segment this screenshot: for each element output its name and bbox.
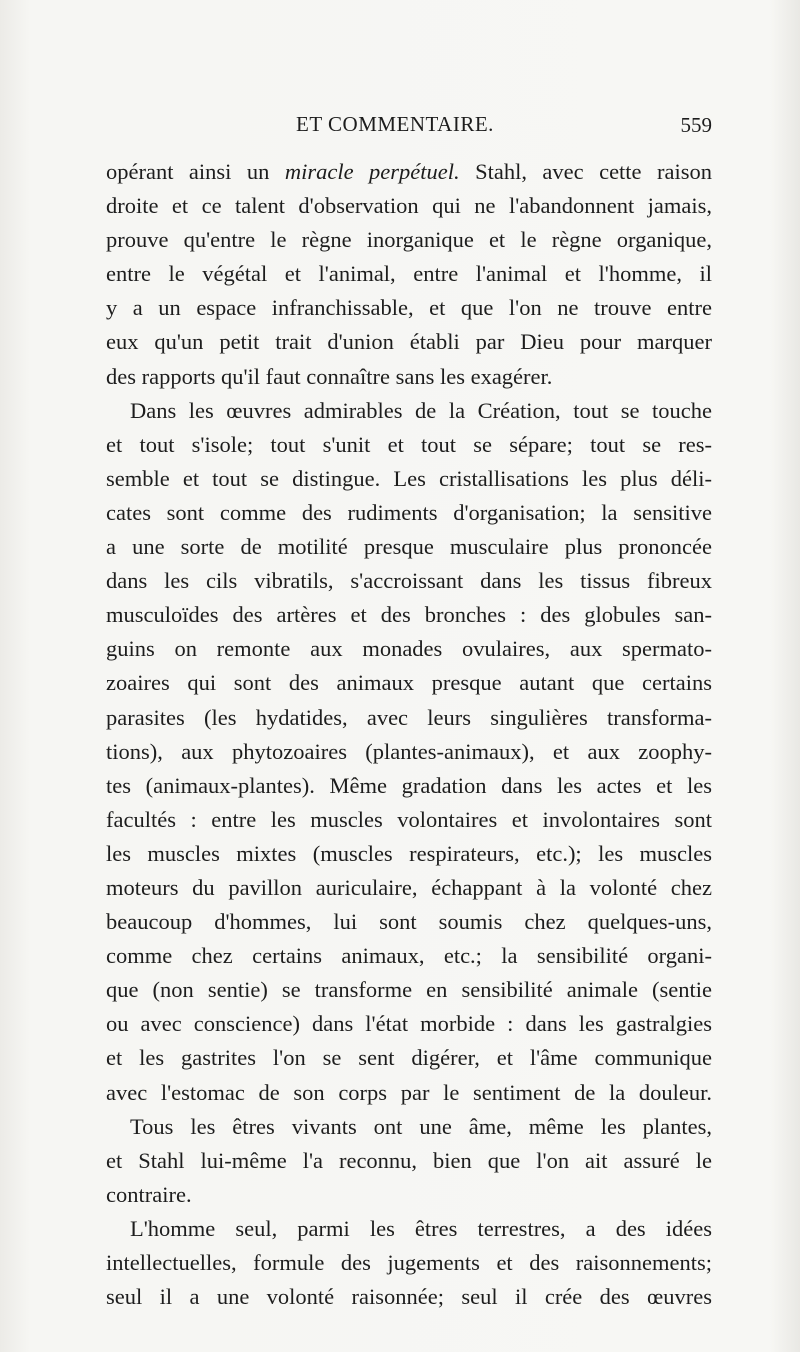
text-line: facultés : entre les muscles volontaires et involontaires sont <box>106 806 712 832</box>
text-line <box>106 155 712 189</box>
text-line: les muscles mixtes (muscles respirateurs, etc.); les muscles <box>106 840 712 866</box>
text-line: tes (animaux-plantes). Même gradation dans les actes et les <box>106 772 712 798</box>
text-line: a une sorte de motilité presque musculaire plus prononcée <box>106 534 712 560</box>
text-line: zoaires qui sont des animaux presque autant que certains <box>106 670 712 696</box>
text-line: L'homme seul, parmi les êtres terrestres, a des idées <box>130 1215 712 1241</box>
italic-phrase: miracle perpétuel. <box>284 159 460 184</box>
body-text <box>106 155 712 1314</box>
text-line: seul il a une volonté raisonnée; seul il crée des œuvres <box>106 1284 712 1310</box>
text-line: contraire. <box>106 1181 192 1207</box>
text-line: intellectuelles, formule des jugements et des raisonnements; <box>106 1250 712 1275</box>
text-line: entre le végétal et l'animal, entre l'animal et l'homme, il <box>106 261 712 287</box>
text-line: parasites (les hydatides, avec leurs singulières transforma- <box>106 704 712 730</box>
text-line: droite et ce talent d'observation qui ne l'abandonnent jamais, <box>106 193 712 219</box>
text-line: beaucoup d'hommes, lui sont soumis chez quelques-uns, <box>106 909 712 935</box>
text-line: et les gastrites l'on se sent digérer, et l'âme communique <box>106 1045 712 1071</box>
text-line: cates sont comme des rudiments d'organisation; la sensitive <box>106 499 712 525</box>
text-line: eux qu'un petit trait d'union établi par Dieu pour marquer <box>106 329 712 355</box>
text-line: tions), aux phytozoaires (plantes-animaux), et aux zoophy- <box>106 738 712 764</box>
text-line: semble et tout se distingue. Les cristallisations les plus déli- <box>106 465 712 491</box>
text-line: Dans les œuvres admirables de la Création, tout se touche <box>130 397 712 423</box>
text-line: Tous les êtres vivants ont une âme, même les plantes, <box>130 1113 712 1139</box>
text-line: y a un espace infranchissable, et que l'on ne trouve entre <box>106 295 712 321</box>
text-line: guins on remonte aux monades ovulaires, aux spermato- <box>106 636 712 662</box>
text-line: et tout s'isole; tout s'unit et tout se sépare; tout se res- <box>106 431 712 457</box>
running-head: ET COMMENTAIRE. <box>296 112 494 136</box>
text-line: ou avec conscience) dans l'état morbide : dans les gastralgies <box>106 1011 712 1037</box>
text-line: moteurs du pavillon auriculaire, échappant à la volonté chez <box>106 874 712 900</box>
text-line: et Stahl lui-même l'a reconnu, bien que l'on ait assuré le <box>106 1147 712 1173</box>
text-line: des rapports qu'il faut connaître sans les exagérer. <box>106 363 553 389</box>
text-line: comme chez certains animaux, etc.; la sensibilité organi- <box>106 943 712 969</box>
text-line: prouve qu'entre le règne inorganique et le règne organique, <box>106 227 712 253</box>
text-line: musculoïdes des artères et des bronches : des globules san- <box>106 602 712 628</box>
text-segment: Stahl, avec cette raison <box>459 159 712 184</box>
text-line: dans les cils vibratils, s'accroissant dans les tissus fibreux <box>106 568 712 594</box>
text-line: que (non sentie) se transforme en sensibilité animale (sentie <box>106 977 712 1003</box>
text-line: avec l'estomac de son corps par le sentiment de la douleur. <box>106 1079 712 1105</box>
page-header <box>108 112 712 144</box>
text-segment: opérant ainsi un <box>106 159 285 184</box>
page-number: 559 <box>680 113 712 137</box>
